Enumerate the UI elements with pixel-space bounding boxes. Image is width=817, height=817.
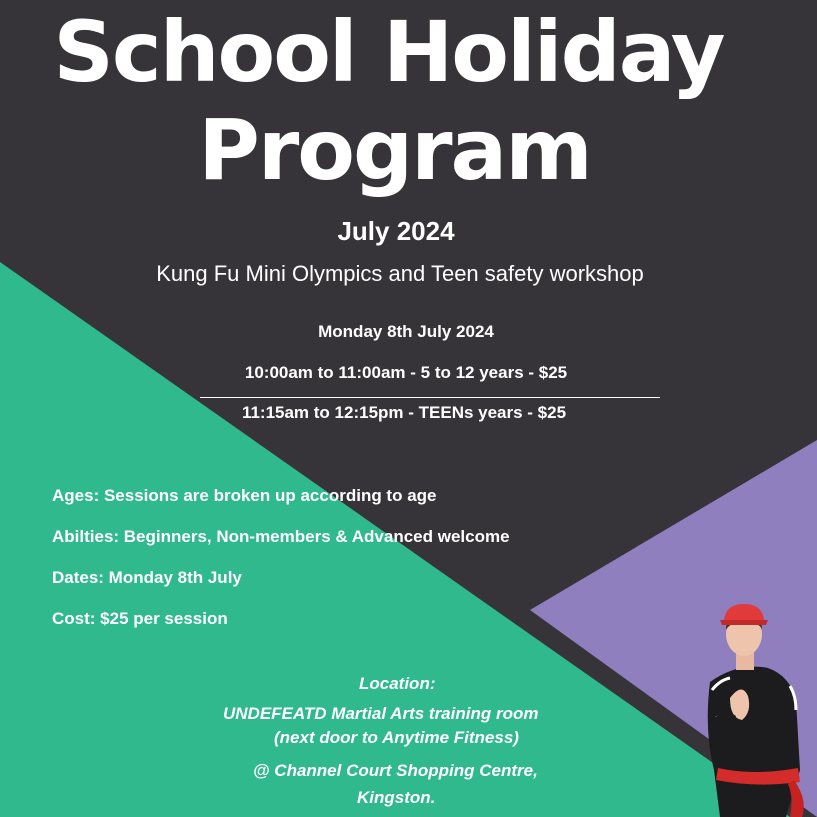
subtitle: Kung Fu Mini Olympics and Teen safety workshop xyxy=(156,261,644,286)
dates-info: Dates: Monday 8th July xyxy=(52,568,242,587)
session-2: 11:15am to 12:15pm - TEENs years - $25 xyxy=(241,403,567,422)
schedule-date: Monday 8th July 2024 xyxy=(318,322,494,341)
location-line-3: @ Channel Court Shopping Centre, xyxy=(253,761,538,780)
ages-info: Ages: Sessions are broken up according to age xyxy=(52,486,437,505)
session-1: 10:00am to 11:00am - 5 to 12 years - $25 xyxy=(244,363,568,382)
location-line-2: (next door to Anytime Fitness) xyxy=(274,728,519,747)
session-divider xyxy=(200,397,660,398)
location-label: Location: xyxy=(359,674,436,693)
month-label: July 2024 xyxy=(337,216,455,246)
title-line-2: Program xyxy=(198,101,591,199)
uniform-torso xyxy=(708,667,800,817)
cost-info: Cost: $25 per session xyxy=(52,609,228,628)
location-line-4: Kingston. xyxy=(357,788,436,807)
abilities-info: Abilties: Beginners, Non-members & Advanced welcome xyxy=(52,527,510,546)
red-cap xyxy=(724,604,764,620)
title-line-1: School Holiday xyxy=(53,3,724,101)
cap-brim xyxy=(720,620,768,625)
instructor-photo xyxy=(690,600,817,817)
location-line-1: UNDEFEATD Martial Arts training room xyxy=(223,704,539,723)
